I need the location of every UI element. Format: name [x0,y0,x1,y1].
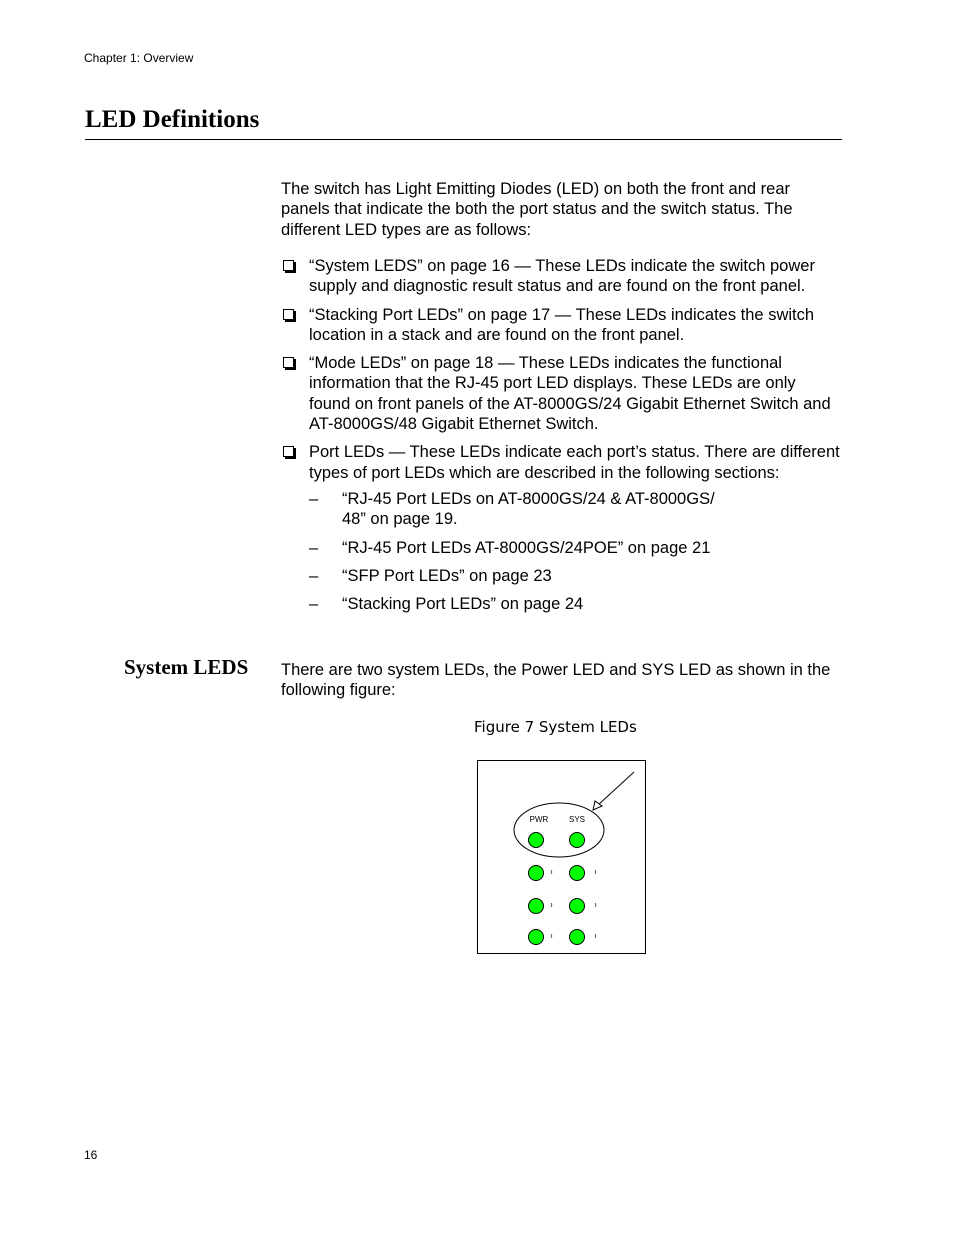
bullet-text: “Mode LEDs” on page 18 — These LEDs indicates the functional information that the RJ-45 port LED displays. These LEDs are only found on front panels of the AT-8000GS/24 Gigabit Ethernet Switch and AT-8000GS/48 Gigabit Ethernet Switch. [309,354,831,434]
page-number: 16 [84,1148,98,1162]
intro-paragraph: The switch has Light Emitting Diodes (LED) on both the front and rear panels that indicate the both the port status and the switch status. The different LED types are as follows: [281,180,793,239]
sub-list-item [309,538,841,558]
sub-item-text: “RJ-45 Port LEDs on AT-8000GS/24 & AT-8000GS/ 48” on page 19. [342,489,715,529]
running-head: Chapter 1: Overview [84,51,194,65]
sub-item-text: “SFP Port LEDs” on page 23 [342,566,552,585]
dash-bullet: – [309,566,319,585]
pwr-label: PWR [529,815,549,824]
title-rule [85,139,842,140]
port-led [570,930,585,945]
sub-list-item [309,566,841,586]
pwr-led [529,833,544,848]
list-item [281,305,841,346]
dash-bullet: – [309,595,319,614]
sub-list-item [309,489,742,530]
dash-bullet: – [309,489,319,508]
port-led [570,866,585,881]
system-leds-figure [477,760,646,954]
list-item [281,353,841,434]
bullet-text: “Stacking Port LEDs” on page 17 — These LEDs indicates the switch location in a stack and are found on the front panel. [309,305,815,344]
port-led [529,866,544,881]
sys-label: SYS [568,815,586,824]
bullet-text: “System LEDS” on page 16 — These LEDs indicate the switch power supply and diagnostic result status and are found on the front panel. [309,257,815,296]
port-led [529,899,544,914]
figure-caption: Figure 7 System LEDs [474,718,637,736]
port-leds-sublist [309,489,841,614]
section-title: LED Definitions [85,106,260,133]
led-types-list [281,256,841,622]
checkbox-bullet-icon [283,446,294,457]
sys-led [570,833,585,848]
sub-item-text: “Stacking Port LEDs” on page 24 [342,595,584,614]
bullet-text: Port LEDs — These LEDs indicate each port’s status. There are different types of port LEDs which are described in the following sections: [309,443,840,482]
port-led [570,899,585,914]
subsection-title: System LEDS [124,655,249,679]
list-item [281,256,841,297]
sub-item-text: “RJ-45 Port LEDs AT-8000GS/24POE” on page 21 [342,538,711,557]
port-led [529,930,544,945]
checkbox-bullet-icon [283,309,294,320]
system-leds-paragraph: There are two system LEDs, the Power LED and SYS LED as shown in the following figure: [281,661,831,700]
sub-list-item [309,594,841,614]
checkbox-bullet-icon [283,357,294,368]
dash-bullet: – [309,538,319,557]
list-item [281,442,841,614]
checkbox-bullet-icon [283,260,294,271]
